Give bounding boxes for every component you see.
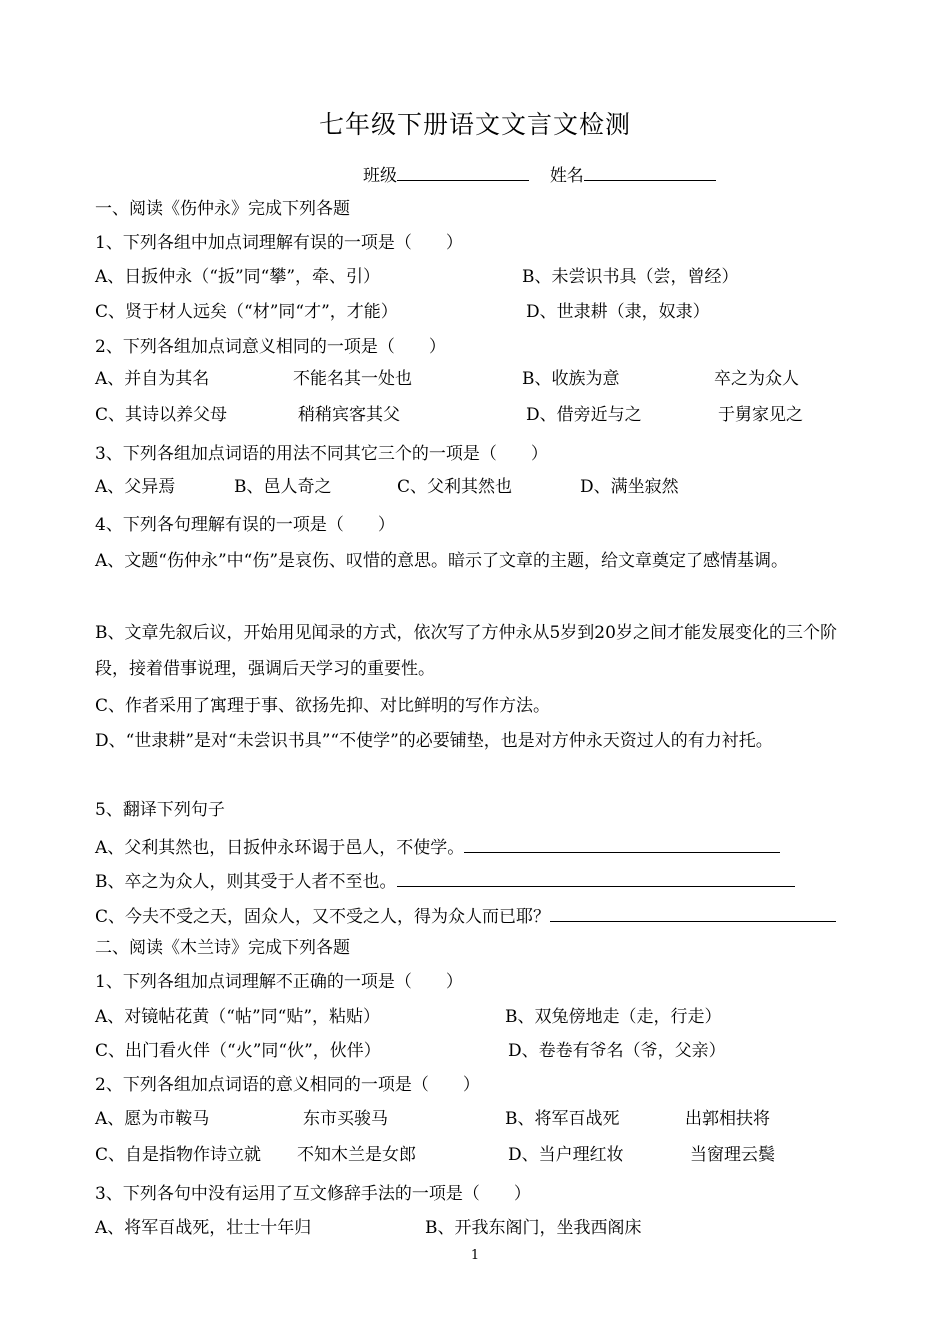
name-label: 姓名 bbox=[549, 166, 584, 186]
document-title: 七年级下册语文文言文检测 bbox=[318, 110, 631, 139]
s2-q2-option-c-2: 不知木兰是女郎 bbox=[297, 1145, 416, 1165]
s2-q2-option-a-1: A、愿为市鞍马 bbox=[95, 1109, 210, 1129]
section-2-heading: 二、阅读《木兰诗》完成下列各题 bbox=[95, 938, 350, 958]
s1-q5-item-b-text: B、卒之为众人，则其受于人者不至也。 bbox=[95, 872, 397, 892]
s1-q3-option-d: D、满坐寂然 bbox=[580, 477, 679, 497]
s2-q2-option-b-2: 出郭相扶将 bbox=[685, 1109, 770, 1129]
s2-q3-row bbox=[95, 1217, 855, 1239]
s1-q5-stem: 5、翻译下列句子 bbox=[95, 800, 225, 820]
s2-q2-option-b-1: B、将军百战死 bbox=[505, 1109, 620, 1129]
s2-q2-row-2 bbox=[95, 1144, 855, 1166]
s2-q1-option-a: A、对镜帖花黄（“帖”同“贴”，粘贴） bbox=[95, 1007, 381, 1027]
s1-q1-option-d: D、世隶耕（隶，奴隶） bbox=[526, 302, 710, 322]
s2-q1-stem: 1、下列各组加点词理解不正确的一项是（ ） bbox=[95, 972, 463, 992]
name-blank[interactable] bbox=[584, 162, 716, 181]
s1-q3-option-b: B、邑人奇之 bbox=[234, 477, 332, 497]
s1-q2-option-c-2: 稍稍宾客其父 bbox=[298, 405, 400, 425]
s1-q5-item-a bbox=[95, 834, 780, 859]
s2-q3-stem: 3、下列各句中没有运用了互文修辞手法的一项是（ ） bbox=[95, 1184, 531, 1204]
s1-q4-option-a: A、文题“伤仲永”中“伤”是哀伤、叹惜的意思。暗示了文章的主题，给文章奠定了感情基调。 bbox=[95, 551, 789, 571]
s1-q1-option-b: B、未尝识书具（尝，曾经） bbox=[522, 267, 739, 287]
s1-q2-option-b-2: 卒之为众人 bbox=[714, 369, 799, 389]
s2-q1-option-b: B、双兔傍地走（走，行走） bbox=[505, 1007, 722, 1027]
s1-q1-row-1 bbox=[95, 266, 855, 288]
s1-q5-item-a-text: A、父利其然也，日扳仲永环谒于邑人，不使学。 bbox=[95, 838, 465, 858]
s1-q2-option-b-1: B、收族为意 bbox=[522, 369, 620, 389]
s1-q2-option-d-1: D、借旁近与之 bbox=[526, 405, 642, 425]
s2-q1-option-c: C、出门看火伴（“火”同“伙”，伙伴） bbox=[95, 1041, 381, 1061]
section-1-heading: 一、阅读《伤仲永》完成下列各题 bbox=[95, 199, 350, 219]
s1-q3-row bbox=[95, 476, 855, 498]
s1-q5-item-a-answer-blank[interactable] bbox=[464, 834, 780, 853]
s1-q5-item-b-answer-blank[interactable] bbox=[397, 868, 795, 887]
s2-q2-row-1 bbox=[95, 1108, 855, 1130]
s2-q2-option-c-1: C、自是指物作诗立就 bbox=[95, 1145, 262, 1165]
s2-q2-stem: 2、下列各组加点词语的意义相同的一项是（ ） bbox=[95, 1075, 480, 1095]
s1-q3-option-c: C、父利其然也 bbox=[397, 477, 513, 497]
student-info-line bbox=[363, 162, 716, 187]
s1-q4-option-c: C、作者采用了寓理于事、欲扬先抑、对比鲜明的写作方法。 bbox=[95, 696, 551, 716]
s1-q4-option-b: B、文章先叙后议，开始用见闻录的方式，依次写了方仲永从5岁到20岁之间才能发展变化的三个阶段，接着借事说理，强调后天学习的重要性。 bbox=[95, 623, 837, 679]
s1-q1-option-c: C、贤于材人远矣（“材”同“才”，才能） bbox=[95, 302, 398, 322]
s1-q1-row-2 bbox=[95, 301, 855, 323]
s1-q1-option-a: A、日扳仲永（“扳”同“攀”，牵、引） bbox=[95, 267, 381, 287]
s1-q2-stem: 2、下列各组加点词意义相同的一项是（ ） bbox=[95, 337, 446, 357]
s1-q3-stem: 3、下列各组加点词语的用法不同其它三个的一项是（ ） bbox=[95, 444, 548, 464]
s1-q2-option-a-1: A、并自为其名 bbox=[95, 369, 210, 389]
s2-q1-option-d: D、卷卷有爷名（爷，父亲） bbox=[508, 1041, 726, 1061]
s1-q5-item-c bbox=[95, 903, 836, 928]
s1-q5-item-c-text: C、今夫不受之天，固众人，又不受之人，得为众人而已耶？ bbox=[95, 907, 551, 927]
s1-q5-item-b bbox=[95, 868, 795, 893]
s2-q1-row-2 bbox=[95, 1040, 855, 1062]
s2-q3-option-a: A、将军百战死，壮士十年归 bbox=[95, 1218, 312, 1238]
s1-q1-stem: 1、下列各组中加点词理解有误的一项是（ ） bbox=[95, 233, 463, 253]
s1-q4-option-d: D、“世隶耕”是对“未尝识书具”“不使学”的必要铺垫，也是对方仲永天资过人的有力衬托。 bbox=[95, 731, 773, 751]
s1-q2-option-c-1: C、其诗以养父母 bbox=[95, 405, 228, 425]
s1-q4-stem: 4、下列各句理解有误的一项是（ ） bbox=[95, 515, 395, 535]
s2-q3-option-b: B、开我东阁门，坐我西阁床 bbox=[425, 1218, 642, 1238]
s1-q2-row-1 bbox=[95, 368, 855, 390]
class-blank[interactable] bbox=[397, 162, 529, 181]
s1-q5-item-c-answer-blank[interactable] bbox=[550, 903, 836, 922]
class-label: 班级 bbox=[363, 166, 397, 186]
s2-q1-row-1 bbox=[95, 1006, 855, 1028]
s2-q2-option-a-2: 东市买骏马 bbox=[303, 1109, 388, 1129]
s2-q2-option-d-2: 当窗理云鬓 bbox=[690, 1145, 775, 1165]
s1-q2-row-2 bbox=[95, 404, 855, 426]
page-number: 1 bbox=[470, 1248, 480, 1263]
s1-q2-option-a-2: 不能名其一处也 bbox=[293, 369, 412, 389]
s2-q2-option-d-1: D、当户理红妆 bbox=[508, 1145, 624, 1165]
s1-q3-option-a: A、父异焉 bbox=[95, 477, 176, 497]
s1-q2-option-d-2: 于舅家见之 bbox=[718, 405, 803, 425]
